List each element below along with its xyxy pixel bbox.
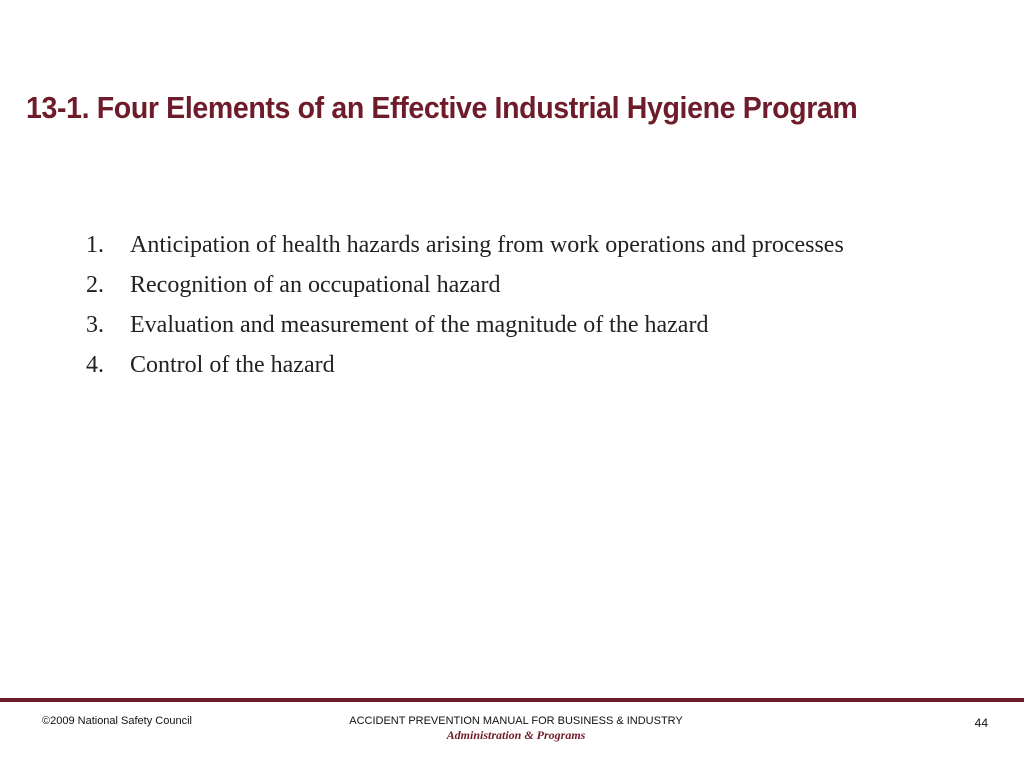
list-item-number: 1. [86, 232, 104, 258]
footer-manual-subtitle: Administration & Programs [446, 728, 586, 742]
list-item [86, 268, 966, 302]
list-item [86, 228, 966, 262]
list-item-number: 3. [86, 312, 104, 338]
list-item-text: Recognition of an occupational hazard [130, 272, 501, 298]
list-item-text: Control of the hazard [130, 352, 335, 378]
elements-list [86, 228, 966, 388]
list-item-text: Anticipation of health hazards arising from work operations and processes [130, 232, 844, 258]
footer-manual-title: ACCIDENT PREVENTION MANUAL FOR BUSINESS & INDUSTRY [349, 715, 683, 727]
footer-manual-info [312, 715, 720, 743]
list-item [86, 308, 966, 342]
list-item-number: 4. [86, 352, 104, 378]
footer-copyright: ©2009 National Safety Council [42, 715, 192, 727]
list-item-text: Evaluation and measurement of the magnitude of the hazard [130, 312, 709, 338]
footer-divider [0, 698, 1024, 702]
list-item-number: 2. [86, 272, 104, 298]
slide-title: 13-1. Four Elements of an Effective Industrial Hygiene Program [26, 90, 858, 125]
page-number: 44 [974, 716, 988, 730]
list-item [86, 348, 966, 382]
